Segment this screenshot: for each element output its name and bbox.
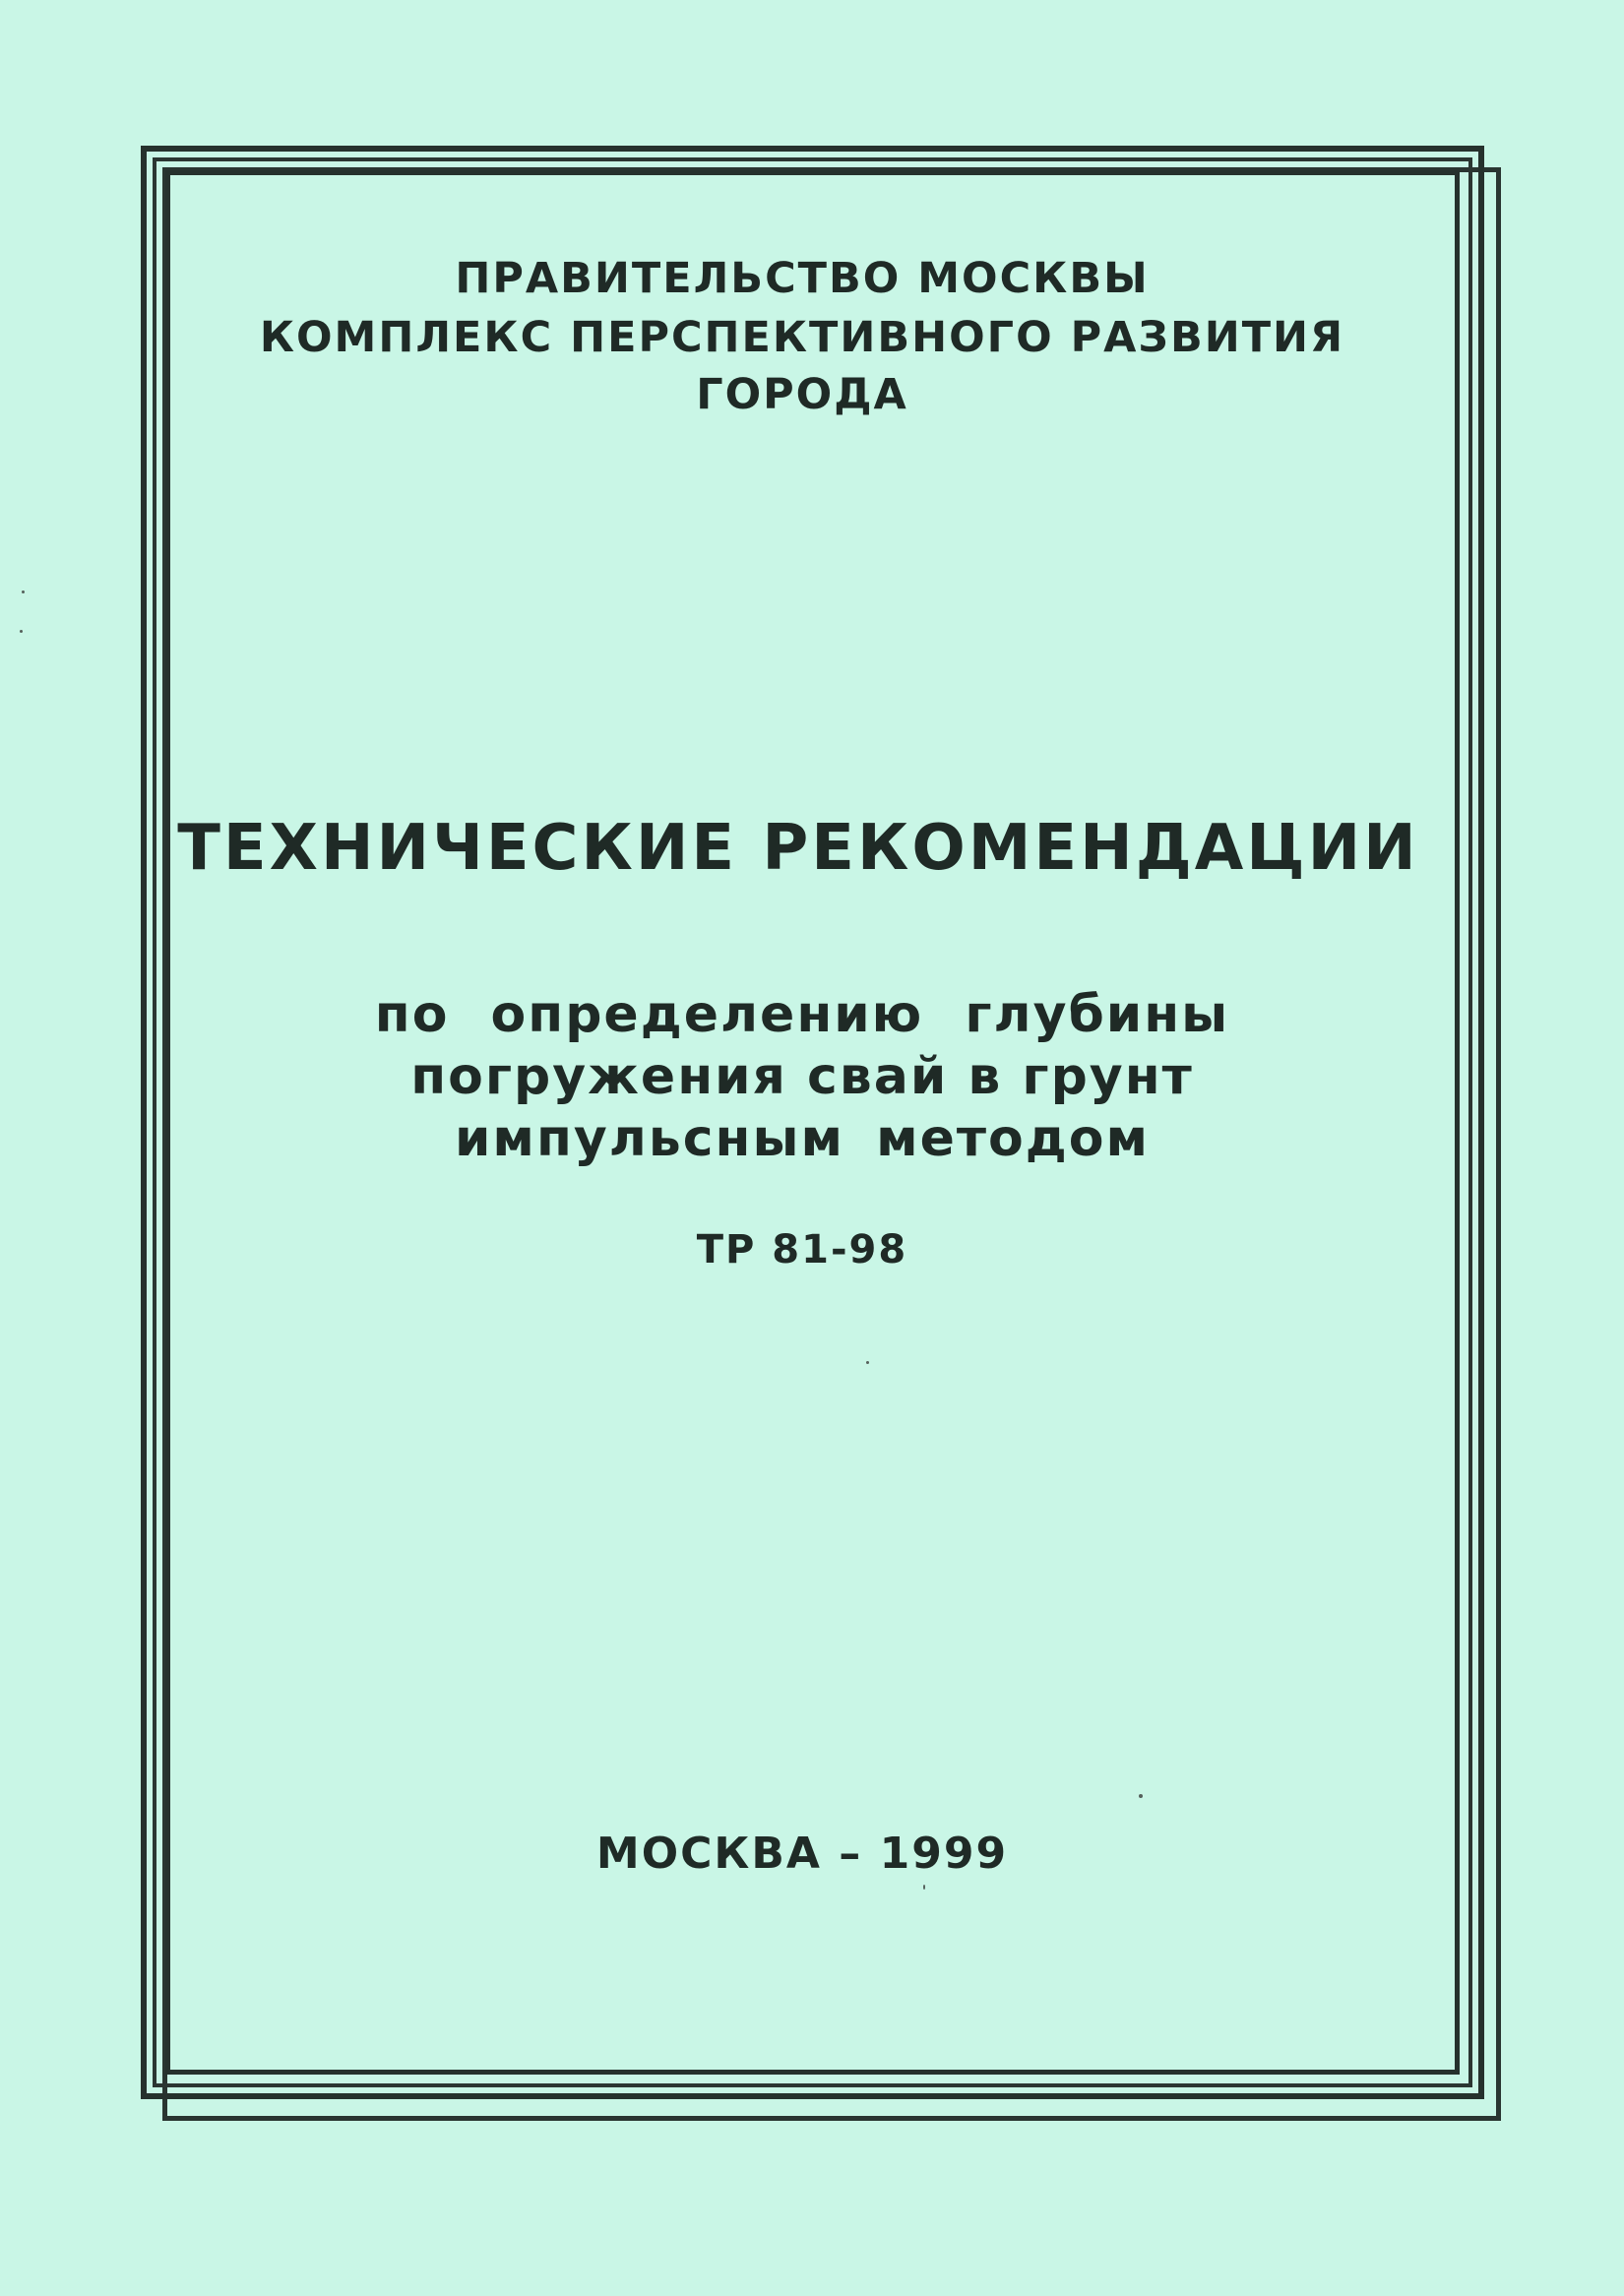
subtitle-line-3: импульсным методом [455,1109,1150,1168]
scan-speck [22,590,25,593]
scan-speck [923,1885,925,1890]
scan-speck [1139,1794,1143,1798]
scan-speck [866,1361,869,1364]
scan-speck [20,630,23,633]
document-code: ТР 81-98 [696,1227,908,1272]
place-and-year: МОСКВА – 1999 [595,1829,1009,1879]
subtitle-line-1: по определению глубины [374,985,1230,1044]
organization-line-3: ГОРОДА [696,370,908,419]
subtitle-line-2: погружения свай в грунт [410,1047,1194,1106]
organization-line-1: ПРАВИТЕЛЬСТВО МОСКВЫ [455,254,1150,303]
document-title: ТЕХНИЧЕСКИЕ РЕКОМЕНДАЦИИ [177,812,1419,885]
organization-line-2: КОМПЛЕКС ПЕРСПЕКТИВНОГО РАЗВИТИЯ [259,313,1345,362]
